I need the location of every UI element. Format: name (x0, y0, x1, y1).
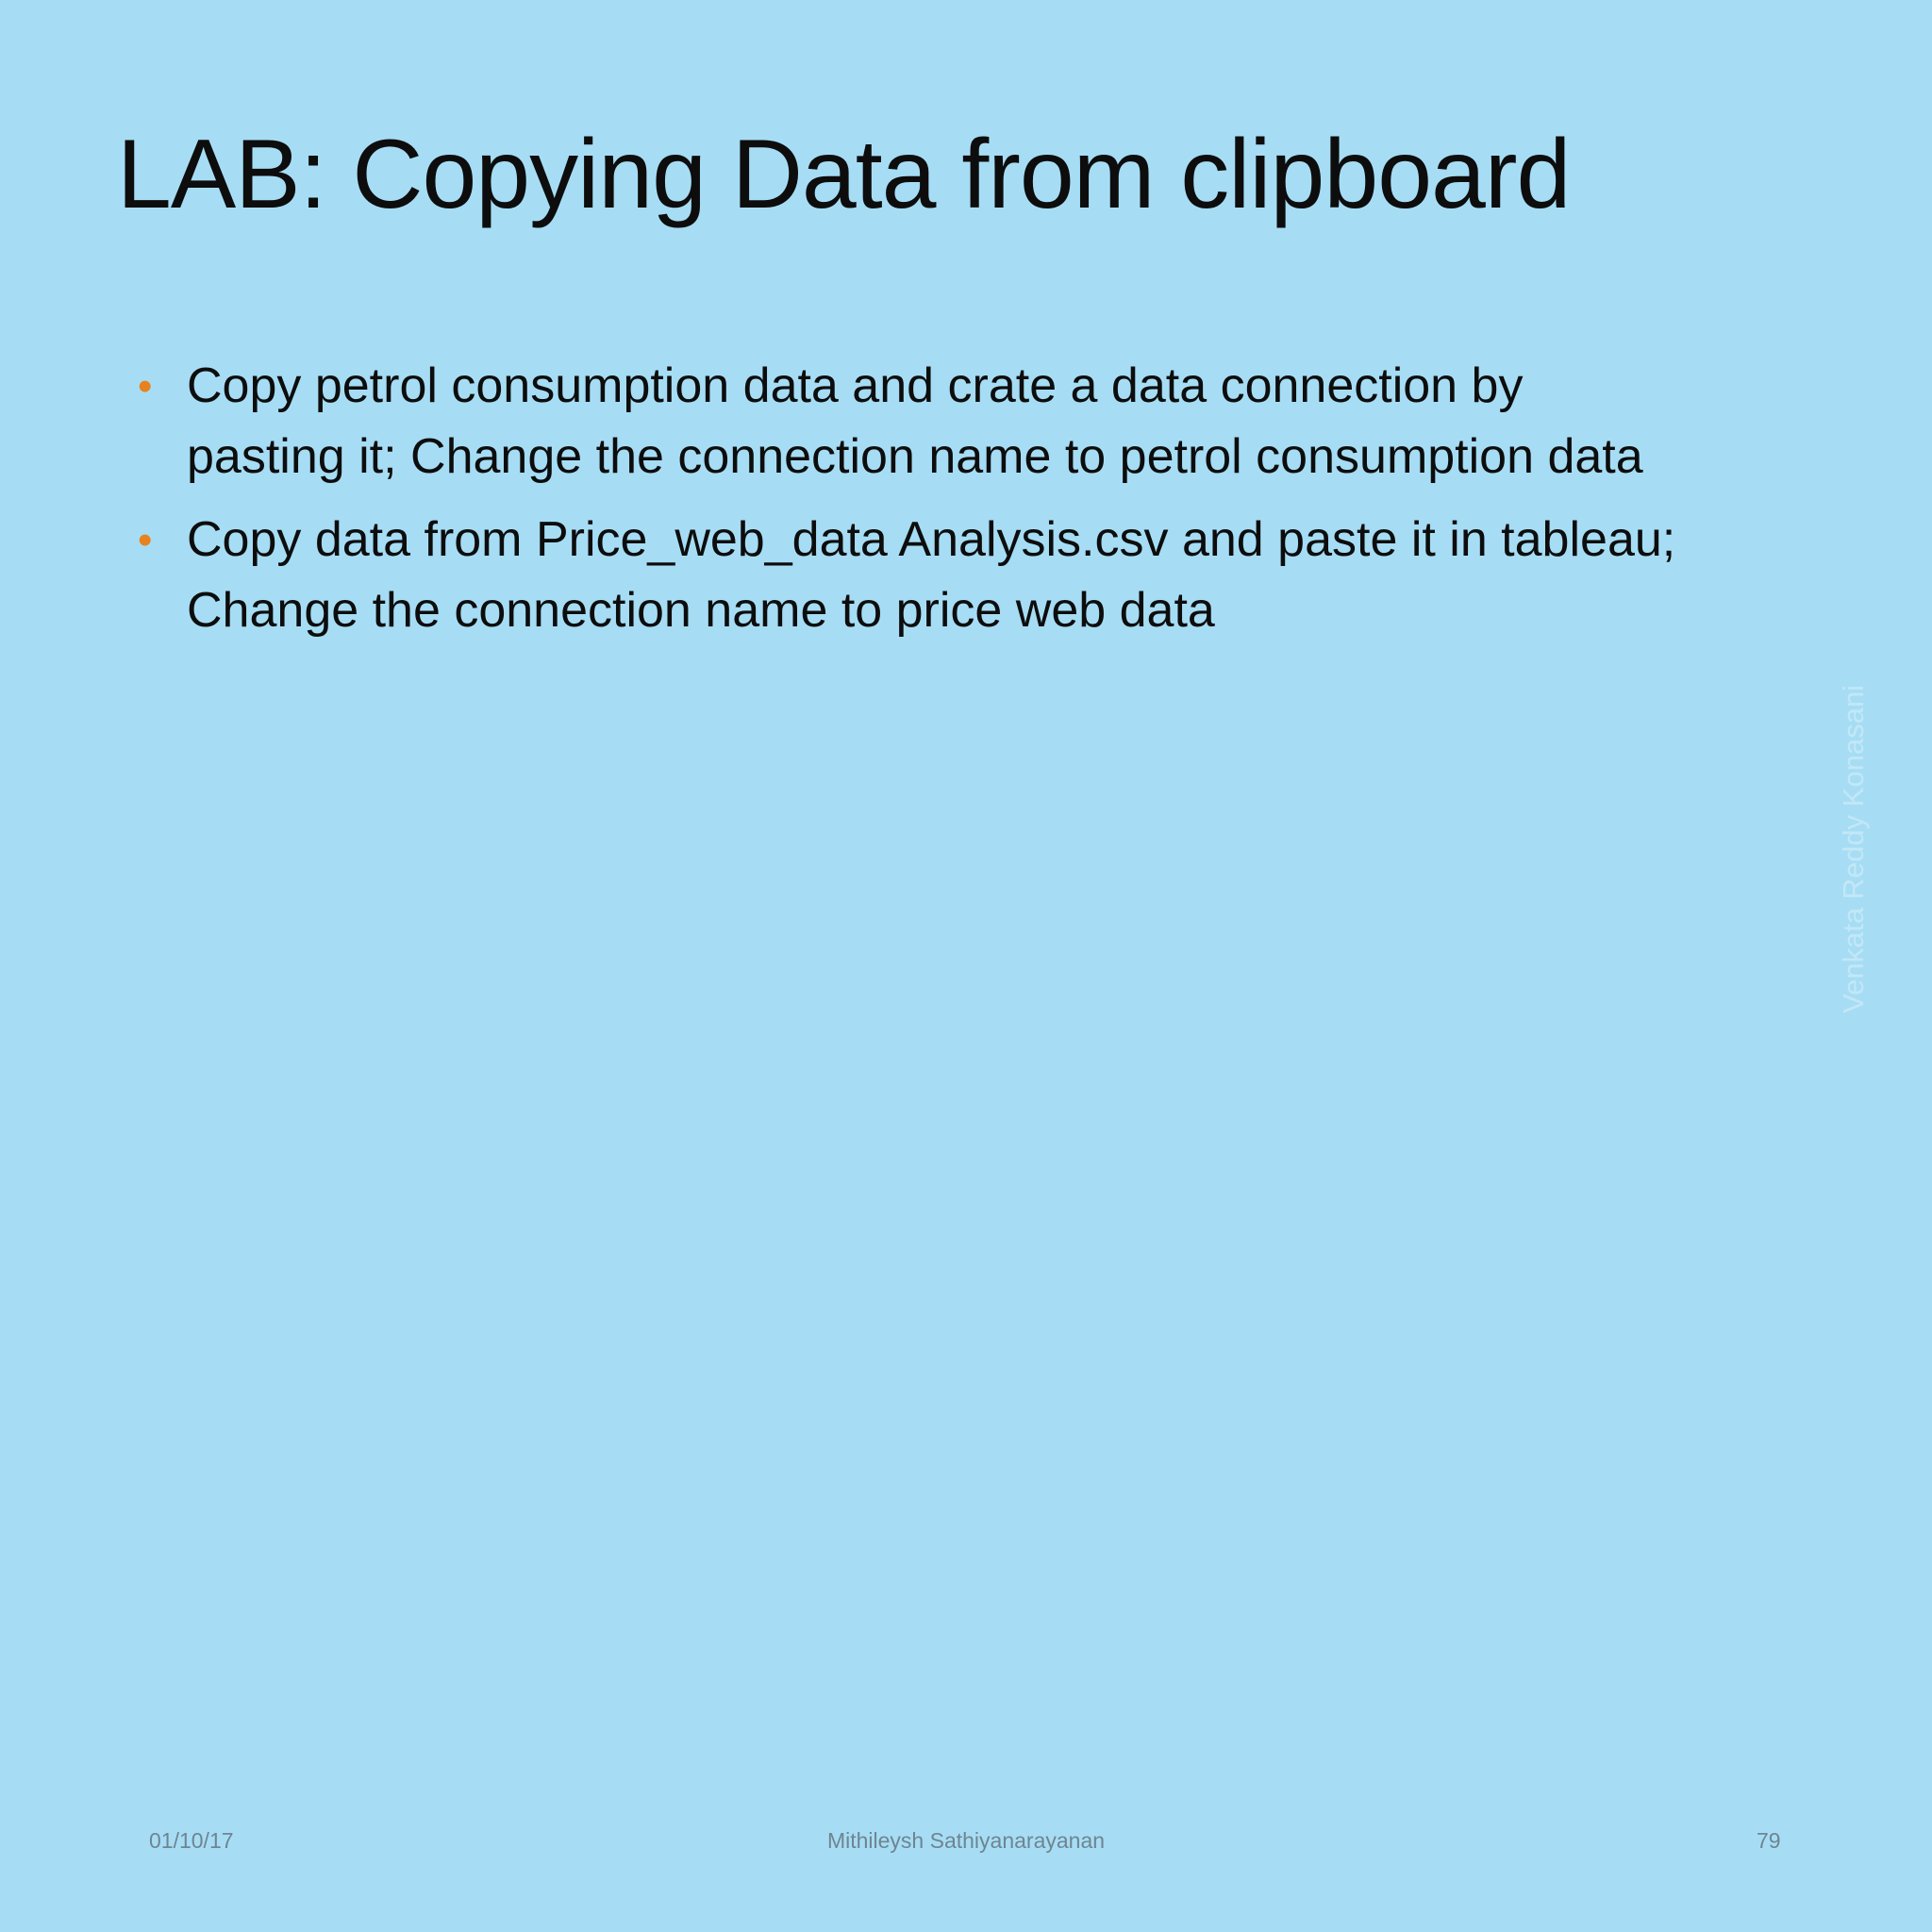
footer-author: Mithileysh Sathiyanarayanan (826, 1828, 1106, 1853)
bullet-item (138, 505, 1685, 646)
bullet-item (138, 351, 1685, 492)
bullet-text: Copy petrol consumption data and crate a data connection by pasting it; Change the connection name to petrol consumption data (187, 358, 1643, 484)
bullet-marker-icon: • (138, 363, 153, 409)
footer-page-number: 79 (1757, 1828, 1781, 1853)
slide-title: LAB: Copying Data from clipboard (117, 120, 1571, 229)
bullet-marker-icon: • (138, 517, 153, 563)
watermark: Venkata Reddy Konasani (1837, 684, 1870, 1014)
bullet-text: Copy data from Price_web_data Analysis.csv and paste it in tableau; Change the connection name to price web data (187, 512, 1676, 638)
footer-date: 01/10/17 (149, 1828, 234, 1853)
bullet-list (138, 351, 1685, 658)
